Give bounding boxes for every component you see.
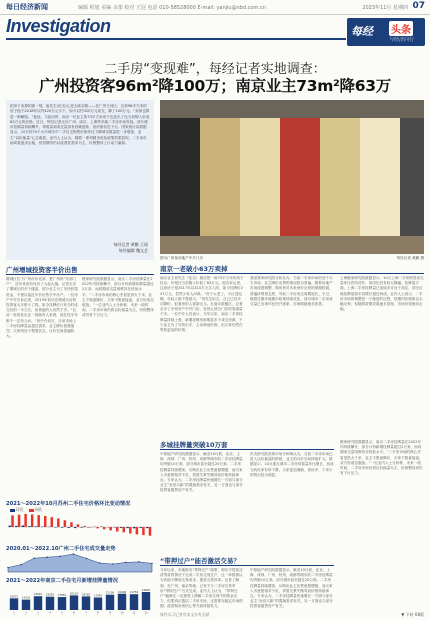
chart-3-data-label: 19020 <box>33 593 43 597</box>
section-title: Investigation <box>6 16 111 36</box>
subhead-rule <box>160 565 334 566</box>
chart-1-bar <box>77 524 79 527</box>
photo-panel <box>320 118 360 236</box>
chart-3-tick-label: 5 <box>61 611 63 614</box>
legend-label: 环比 <box>16 507 24 512</box>
chart-2-point <box>112 563 113 564</box>
chart-3-data-label: 21750 <box>129 591 139 595</box>
brand-logo <box>347 18 425 46</box>
chart-3-bar <box>70 595 78 610</box>
chart-1-bar <box>64 520 66 527</box>
chart-3-bar <box>94 597 102 610</box>
intro-text: 把房子卖掉的那一刻，唐先生(化名)心里五味杂陈——在广州天河区，这套96平方米的房子他于2018年以约420万元买下，如今以约320万元成交，降了100万元。“卖掉也算是一种解脱。”他说。与此同时，南京一位业主的73平方米房子也挂出了比当初购入价低63万元的价格。近日，每经记者走访广州、南京、上海等多地二手房市场发现，部分城市挂牌量持续攀升，带看量和成交量虽有回暖迹象，但价格仍在下行。国家统计局数据显示，10月份70个大中城市中二手住宅销售价格环比下降城市数量进一步增加，业主“以价换量”心态明显。业内人士认为，随着一系列楼市优化政策效果显现，二手房市场或将逐步企稳，但短期内仍以改善性需求为主，价格整体上行动力偏弱。 <box>10 104 150 146</box>
chart-3-bar <box>118 594 126 610</box>
top-bar <box>0 0 430 15</box>
chart-3-data-label: 16075 <box>9 595 19 599</box>
chart-1-bar <box>9 526 11 527</box>
chart-2-point <box>47 557 48 558</box>
chart-3-bar <box>46 597 54 610</box>
chart-2-area <box>8 554 152 572</box>
article-column-4: 我爱我家研究院分析认为，当前二手房市场仍处于买方市场，业主降价出售的情况较为普遍。随着房地产市场深度调整，购房者对未来房价走势的预期较弱，普遍持观望态度，导致二手房成交周期延长。不过，随着近期多地楼市政策持续优化，部分城市二手房成交量已出现环比回升迹象，市场情绪逐步改善。 <box>250 276 333 307</box>
chart-2-point <box>20 564 21 565</box>
subhead-transfer: “带押过户”能否激活交易？ <box>160 557 241 565</box>
chart-1-bar <box>103 527 105 529</box>
article-column-10: 中原地产研究院数据显示，截至10月底，北京、上海、深圳、广州、杭州、成都等城市的二手房挂牌量均突破10万套，部分城市甚至超过20万套。二手房挂牌量持续增加，反映出业主出售意愿增强，而买家入市意愿相对不足，供需关系失衡导致价格持续承压。专家认为，二手房挂牌量快速增长一方面与部分业主“卖旧买新”的置换需求有关，另一方面也与部分投资客抛售房产有关。 <box>250 568 333 609</box>
chart-1-bar <box>139 527 141 528</box>
chart-3-bar <box>142 592 150 610</box>
chart-1-bar <box>67 527 69 528</box>
article-column-1: 增城区位于广州市东北部，是广州的“东部门户”，近年来房价经历了大起大落。记者走访了增城区的多个楼盘，部分业主为了尽快回笼资金，不惜以接近半价出售手中房产。一位房产中介告诉记者，2019年前后在增城买房的投资客大多都亏了钱，如今挂牌价只有当时成交价的一半左右，但询盘的人仍然不多。“以前一套房挂出去一周就有人来看，现在挂半年都不一定有人问。”该中介坦言，目前市场上二手房挂牌量远超过需求，业主降价意愿强烈，买家则处于观望状态，议价空间普遍较大。 <box>6 277 78 339</box>
chart-1-bar <box>142 527 144 535</box>
chart-1-bar <box>11 515 13 527</box>
chart-1-bar <box>83 526 85 527</box>
logo-accent: 头条 <box>389 21 413 36</box>
chart-1-bar <box>133 527 135 528</box>
chart-1-bar <box>22 525 24 527</box>
article-column-9: 今年以来，多地推出“带押过户”政策，即在不提前还清贷款的情况下完成二手房交易过户，这一举措被认为有助于降低交易成本、提高交易效率。记者了解到，在广州、南京等地，已有不少二手房交易采用“带押过户”方式完成。业内人士认为，“带押过户”能够在一定程度上缓解二手房交易中的资金压力，但要真正激活二手房市场，还需要在稳定市场预期、改善购房者信心等方面持续发力。 <box>160 568 243 609</box>
photo-panel <box>400 118 424 236</box>
article-column-2: 链家研究院数据显示，南京二手房挂牌量在2022年内持续攀升，部分月份新增挂牌量超过2万套，而同期成交量则维持在较低水平。“二手房市场的核心矛盾是供大于求，业主不愿意降价，买家不愿意接盘，双方形成拉锯战。”一位业内人士分析称，未来一段时间，二手房市场仍将以价换量为主，价格整体或仍有下行压力。 <box>82 277 154 318</box>
article-column-6: 中原地产研究院数据显示，截至10月底，北京、上海、深圳、广州、杭州、成都等城市的二手房挂牌量均突破10万套，部分城市甚至超过20万套。二手房挂牌量持续增加，反映出业主出售意愿增强，而买家入市意愿相对不足，供需关系失衡导致价格持续承压。专家认为，二手房挂牌量快速增长一方面与部分业主“卖旧买新”的置换需求有关，另一方面也与部分投资客抛售房产有关。 <box>160 452 243 493</box>
chart-3-tick-label: 12 <box>144 611 148 614</box>
chart-2-point <box>125 562 126 563</box>
headline-kicker: 二手房“变现难”，每经记者实地调查： <box>104 62 326 77</box>
chart-3-bar <box>130 594 138 610</box>
chart-1-bar <box>51 517 53 527</box>
chart-2-point <box>33 558 34 559</box>
chart-1-bar <box>31 514 33 527</box>
chart-1-bar <box>74 527 76 528</box>
intro-box <box>6 100 154 260</box>
issue-date: 2023年11月 星期四 <box>362 5 408 11</box>
chart-3-tick-label: 8 <box>97 611 99 614</box>
chart-3-data-label: 18760 <box>81 593 91 597</box>
chart-3-tick-label: 11 <box>132 611 136 614</box>
chart-3-tick-label: 10 <box>120 611 124 614</box>
subhead-nanjing: 南京一老破小63万卖掉 <box>160 265 228 273</box>
chart-2-point <box>151 563 152 564</box>
chart-1-bar <box>149 527 151 536</box>
chart-3 <box>6 584 154 614</box>
chart-3-tick-label: 6 <box>73 611 75 614</box>
chart-1-bar <box>57 518 59 527</box>
article-column-8: 链家研究院数据显示，南京二手房挂牌量在2022年内持续攀升，部分月份新增挂牌量超过2万套，而同期成交量则维持在较低水平。“二手房市场的核心矛盾是供大于求，业主不愿意降价，买家不愿意接盘，双方形成拉锯战。”一位业内人士分析称，未来一段时间，二手房市场仍将以价换量为主，价格整体或仍有下行压力。 <box>340 440 423 476</box>
chart-1-bar <box>126 527 128 528</box>
photo-panel <box>200 118 240 236</box>
legend-label: 同比 <box>34 507 43 512</box>
photo-credit: 每经记者 黄鹏 摄 <box>396 256 424 260</box>
chart-3-data-label: 22400 <box>117 590 127 594</box>
continued-tag: ▼ 下转 08版 <box>401 612 424 617</box>
photo-ceiling <box>160 100 424 118</box>
chart-2 <box>6 552 154 574</box>
chart-1-bar <box>61 527 63 528</box>
photo-caption: 图为广州某房地产中介门店 <box>160 256 204 260</box>
chart-1-bar <box>24 514 26 527</box>
chart-3-bar <box>22 600 30 610</box>
chart-3-data-label: 17240 <box>93 594 103 598</box>
chart-3-title: 2021～2022年南京二手住宅月新增挂牌量情况 <box>6 578 118 584</box>
footer-note: 每经实习记者对本文亦有贡献 <box>160 612 210 617</box>
chart-1-bar <box>18 515 20 527</box>
chart-1-bar <box>96 527 98 528</box>
chart-3-data-label: 14310 <box>21 596 31 600</box>
page-number: 07 <box>412 1 425 11</box>
chart-2-point <box>73 553 74 554</box>
chart-3-tick-label: 4 <box>49 611 51 614</box>
article-photo <box>160 100 424 254</box>
article-column-7: 贝壳研究院首席市场分析师认为，当前二手房市场已进入以价换量的阶段，业主的议价空间持续扩大。数据显示，10月重点城市二手房带看量环比增长，但成交转化率有所下降，买家更加谨慎，看房多、下单少的特点较为明显。 <box>250 452 334 477</box>
chart-3-data-label: 21100 <box>105 591 115 595</box>
chart-2-point <box>99 562 100 563</box>
article-column-5: 上海链家研究院数据显示，10月上海二手房网签成交量环比有所回升，但同比仍有较大降幅。挂牌量方面，上海二手房挂牌量已连续多月处于高位，部分区域挂牌量较年初增长超过两成。业内人士表示，二手房市场的调整是一个渐进的过程，短期内价格难以大幅反弹，但随着政策效果逐步显现，市场有望逐步企稳。 <box>340 276 424 312</box>
chart-3-tick-label: 3 <box>37 611 39 614</box>
chart-3-data-label: 24820 <box>141 589 151 592</box>
photo-panel <box>360 118 400 236</box>
chart-3-tick-label: 9 <box>109 611 111 614</box>
chart-1-bar <box>120 527 122 528</box>
chart-3-bar <box>10 598 18 610</box>
chart-2-point <box>60 556 61 557</box>
chart-3-bar <box>106 595 114 610</box>
chart-3-tick-label: 2 <box>25 611 27 614</box>
chart-1-bar <box>37 515 39 527</box>
chart-1-bar <box>123 527 125 532</box>
chart-1-bar <box>44 516 46 527</box>
chart-2-point <box>138 561 139 562</box>
chart-3-tick-label: 7 <box>85 611 87 614</box>
editor-info: 编辑 程旭 美编 余蕾 校对 王冠 电话 010-58528000 E-mail: yanjiu@nbd.com.cn <box>78 5 266 11</box>
chart-3-bar <box>34 596 42 610</box>
chart-1-bar <box>136 527 138 534</box>
section-rule <box>6 38 346 40</box>
logo-sub: 与经济同行 <box>389 37 415 43</box>
chart-1-bar <box>129 527 131 534</box>
chart-1-bar <box>70 522 72 527</box>
chart-3-tick-label: 1 <box>13 611 15 614</box>
chart-3-data-label: 18320 <box>45 593 55 597</box>
chart-3-bar <box>58 597 66 610</box>
photo-floor <box>160 236 424 254</box>
chart-1-title: 2021～2022年10月苏州二手住宅价格环比变动情况 <box>6 501 131 507</box>
headline-title: 广州投资客96m²降100万；南京业主73m²降63万 <box>39 77 391 95</box>
subhead-listings: 多城挂牌量突破10万套 <box>160 441 228 449</box>
chart-3-data-label: 20110 <box>69 592 79 596</box>
chart-1-bar <box>15 526 17 527</box>
subhead-rule <box>160 273 424 274</box>
chart-1-bar <box>116 527 118 531</box>
chart-1 <box>6 512 154 542</box>
chart-2-point <box>7 567 8 568</box>
subhead-guangzhou: 广州增城投资客半价出售 <box>6 266 78 274</box>
chart-2-point <box>86 558 87 559</box>
chart-2-title: 2020.01～2022.10广州二手住宅成交量走势 <box>6 546 116 552</box>
masthead: 每日经济新闻 <box>6 3 48 11</box>
chart-3-data-label: 17850 <box>57 594 67 598</box>
chart-1-bar <box>146 527 148 528</box>
byline: 每经记者 黄鹏 王瑶 每经编辑 魏文艺 <box>113 242 148 253</box>
chart-1-bar <box>28 526 30 527</box>
chart-1-bar <box>35 526 37 527</box>
subhead-rule <box>6 274 154 275</box>
chart-1-bar <box>81 527 83 528</box>
photo-panel <box>160 118 200 236</box>
chart-3-bar <box>82 596 90 610</box>
photo-panel <box>240 118 280 236</box>
photo-panel <box>280 118 320 236</box>
subhead-rule <box>160 449 334 450</box>
chart-1-bar <box>109 527 111 530</box>
article-column-3: 南京业主刘先生（化名）最近把一套73平方米的房子挂出，价格比当初购入价低了63万元。他告诉记者，这套房子是2017年以310万元买入的，如今挂牌价247万元，依然少有人问津。“房子太老了，小区没电梯，年轻人都不愿意买。”刘先生坦言，自己已经多次降价，但看房的人寥寥无几。在南京鼓楼区，记者走访了多家房产中介门店，发现大部分门店的客流量不多。一位中介人员表示，今年以来，南京二手房挂牌量持续上涨，新增挂牌房源明显多于成交房源，不少业主为了尽快出手，主动调低价格，但买家仍然在等待更低的价格。 <box>160 276 244 333</box>
logo-main: 每经 <box>351 25 373 38</box>
